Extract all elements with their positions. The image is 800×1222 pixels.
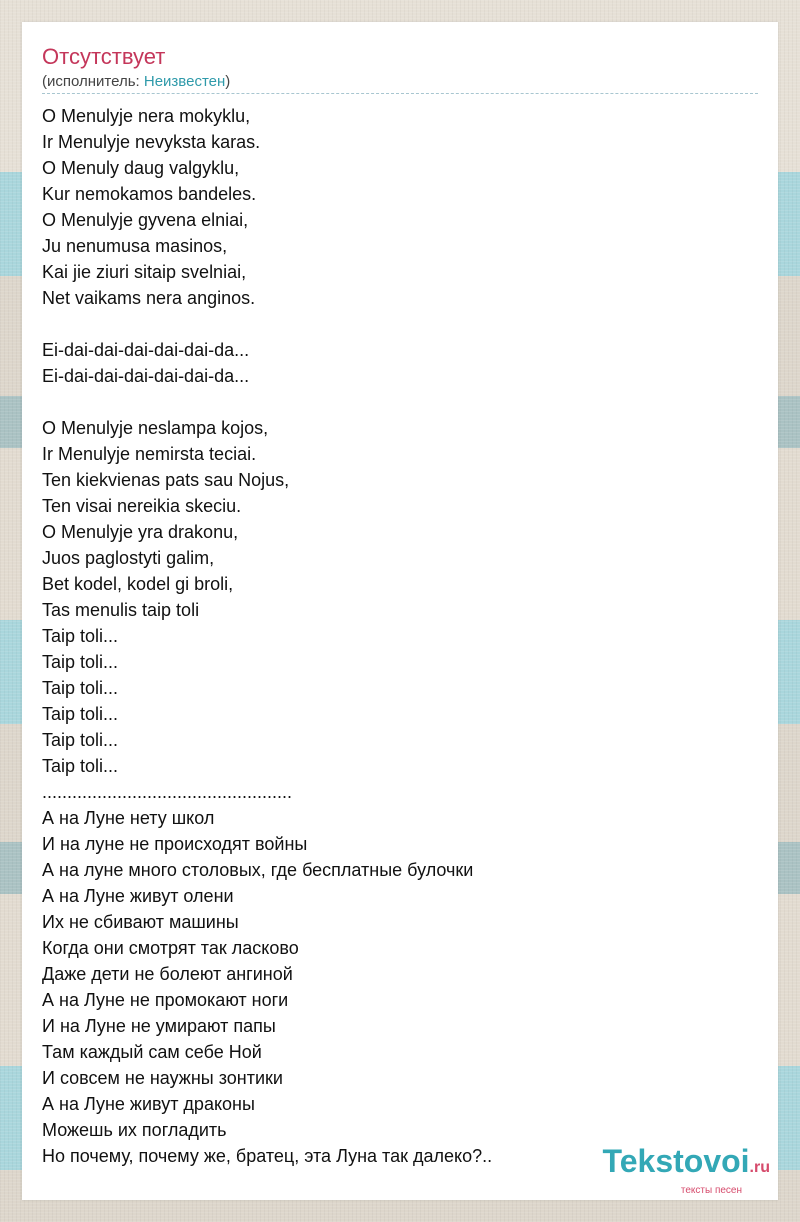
artist-suffix: ) xyxy=(225,73,231,90)
lyric-line: А на Луне живут драконы xyxy=(42,1094,255,1114)
lyric-line: Ten visai nereikia skeciu. xyxy=(42,496,242,516)
lyric-line: А на Луне не промокают ноги xyxy=(42,990,289,1010)
lyric-line: Juos paglostyti galim, xyxy=(42,548,215,568)
lyric-line: Net vaikams nera anginos. xyxy=(42,288,256,308)
lyric-line: Ju nenumusa masinos, xyxy=(42,236,228,256)
song-title: Отсутствует xyxy=(42,44,166,69)
logo-tld: .ru xyxy=(749,1159,770,1176)
lyric-line: Tas menulis taip toli xyxy=(42,600,200,620)
lyric-line: И на луне не происходят войны xyxy=(42,834,308,854)
lyrics-text xyxy=(42,103,758,1169)
lyric-line: O Menulyje gyvena elniai, xyxy=(42,210,249,230)
lyric-line: O Menulyje neslampa kojos, xyxy=(42,418,269,438)
lyric-line: Taip toli... xyxy=(42,652,119,672)
lyric-line xyxy=(42,389,758,415)
lyric-line: Ei-dai-dai-dai-dai-dai-da... xyxy=(42,366,250,386)
lyric-line: Taip toli... xyxy=(42,756,119,776)
lyric-line: Ir Menulyje nemirsta teciai. xyxy=(42,444,257,464)
lyric-line: Можешь их погладить xyxy=(42,1120,227,1140)
lyric-line: Taip toli... xyxy=(42,678,119,698)
lyric-line: O Menulyje nera mokyklu, xyxy=(42,106,251,126)
lyric-line: Даже дети не болеют ангиной xyxy=(42,964,293,984)
lyrics-card xyxy=(22,22,778,1200)
artist-line xyxy=(42,73,758,94)
logo-name: Tekstovoi xyxy=(602,1143,750,1179)
lyric-line: Там каждый сам себе Ной xyxy=(42,1042,262,1062)
lyric-line: Taip toli... xyxy=(42,704,119,724)
lyric-line: Bet kodel, kodel gi broli, xyxy=(42,574,234,594)
lyric-line: А на Луне нету школ xyxy=(42,808,215,828)
lyric-line: Ei-dai-dai-dai-dai-dai-da... xyxy=(42,340,250,360)
lyric-line: А на Луне живут олени xyxy=(42,886,234,906)
lyric-line: И на Луне не умирают папы xyxy=(42,1016,276,1036)
artist-prefix: (исполнитель: xyxy=(42,73,144,90)
lyric-line: Kur nemokamos bandeles. xyxy=(42,184,257,204)
lyric-line: Kai jie ziuri sitaip svelniai, xyxy=(42,262,247,282)
logo-tagline: тексты песен xyxy=(680,1185,742,1196)
lyric-line: O Menuly daug valgyklu, xyxy=(42,158,240,178)
lyric-line: Их не сбивают машины xyxy=(42,912,239,932)
logo-wordmark xyxy=(603,1144,770,1185)
lyric-line: И совсем не наужны зонтики xyxy=(42,1068,283,1088)
artist-link[interactable]: Неизвестен xyxy=(143,73,226,90)
lyric-line: O Menulyje yra drakonu, xyxy=(42,522,239,542)
lyric-line: Ten kiekvienas pats sau Nojus, xyxy=(42,470,290,490)
lyric-line: А на луне много столовых, где бесплатные булочки xyxy=(42,860,474,880)
site-logo[interactable] xyxy=(603,1144,770,1196)
lyric-line: .................................................. xyxy=(42,782,293,802)
lyric-line: Taip toli... xyxy=(42,730,119,750)
lyric-line: Но почему, почему же, братец, эта Луна так далеко?.. xyxy=(42,1146,493,1166)
lyric-line: Ir Menulyje nevyksta karas. xyxy=(42,132,261,152)
lyric-line: Когда они смотрят так ласково xyxy=(42,938,299,958)
lyric-line xyxy=(42,311,758,337)
lyric-line: Taip toli... xyxy=(42,626,119,646)
